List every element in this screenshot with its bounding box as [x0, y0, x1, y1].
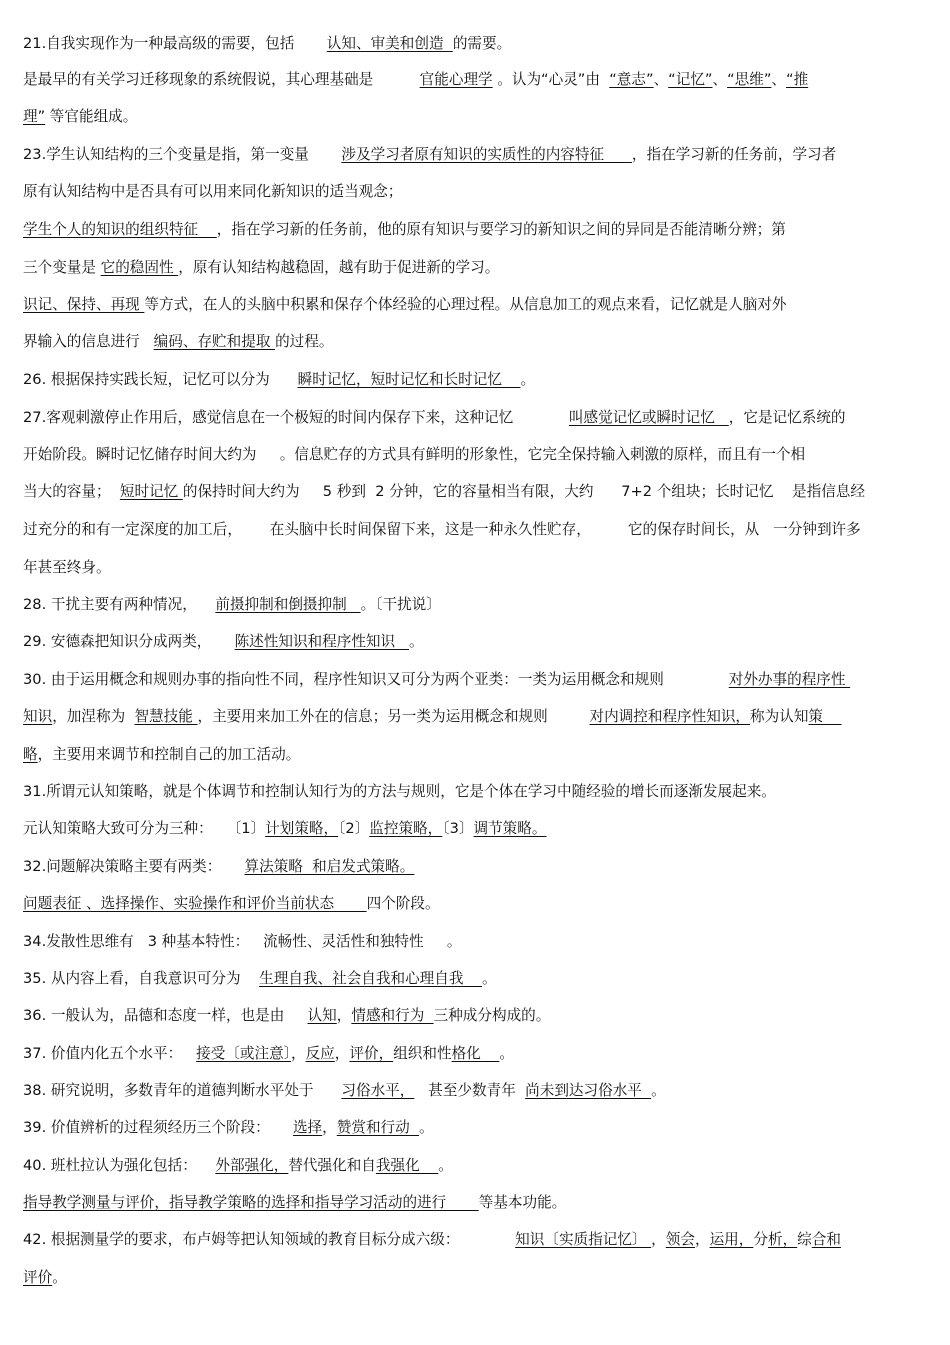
text-segment: 35. 从内容上看，自我意识可分为	[23, 970, 260, 987]
text-segment: 的需要。	[452, 35, 512, 52]
answer-blank: 赞赏和行动	[336, 1119, 420, 1136]
text-line	[23, 182, 402, 202]
answer-blank: 习俗水平，	[341, 1082, 415, 1099]
answer-blank: 它的稳固性	[100, 259, 179, 276]
text-line	[23, 258, 499, 278]
text-segment: ，指在学习新的任务前，他的原有知识与要学习的新知识之间的异同是否能清晰分辨；第	[216, 221, 786, 238]
text-segment: 综	[797, 1231, 812, 1248]
answer-blank: 短时记忆	[119, 483, 183, 500]
text-segment: 。	[409, 633, 424, 650]
answer-blank: 前摄抑制和倒摄抑制	[215, 596, 361, 613]
text-segment: 分	[753, 1231, 768, 1248]
text-segment: 28. 干扰主要有两种情况，	[23, 596, 216, 613]
text-line	[23, 632, 424, 652]
text-segment: 开始阶段。瞬时记忆储存时间大约为 。信息贮存的方式具有鲜明的形象性，它完全保持输入刺激的原样，而且有一个相	[23, 446, 806, 463]
answer-blank: 略	[23, 746, 38, 763]
text-line	[23, 370, 535, 390]
answer-blank: 对外办事的程序性	[728, 671, 851, 688]
answer-blank: 评价	[23, 1269, 53, 1286]
text-segment: 36. 一般认为，品德和态度一样，也是由	[23, 1007, 308, 1024]
answer-blank: 瞬时记忆，短时记忆和长时记忆	[297, 371, 521, 388]
text-line	[23, 332, 333, 352]
text-line	[23, 819, 546, 839]
text-line	[23, 482, 865, 502]
text-segment: ，	[322, 1119, 337, 1136]
answer-blank: 学生个人的知识的组织特征	[23, 221, 217, 238]
text-line	[23, 445, 805, 465]
answer-blank: 策	[808, 708, 842, 725]
text-segment: 40. 班杜拉认为强化包括：	[23, 1157, 216, 1174]
text-segment: 替代强化和自	[288, 1157, 376, 1174]
text-segment: 31.所谓元认知策略，就是个体调节和控制认知行为的方法与规则，它是个体在学习中随经验的增长而逐渐发展起来。	[23, 783, 776, 800]
answer-blank: 叫感觉记忆或瞬时记忆	[568, 409, 729, 426]
text-segment: 、	[771, 71, 787, 88]
text-segment: 〔3〕	[442, 820, 474, 837]
text-line	[23, 1230, 841, 1250]
answer-blank: “记忆”	[668, 71, 713, 88]
text-segment: 组织和性	[393, 1045, 452, 1062]
text-line	[23, 558, 111, 578]
text-segment: 等官能组成。	[45, 108, 138, 125]
text-segment: 29. 安德森把知识分成两类，	[23, 633, 235, 650]
text-line	[23, 857, 414, 877]
text-line	[23, 1268, 67, 1288]
answer-blank: 运用，	[709, 1231, 754, 1248]
answer-blank: 尚未到达习俗水平	[525, 1082, 652, 1099]
text-line	[23, 1193, 566, 1213]
answer-blank: 官能心理学	[419, 71, 493, 88]
text-line	[23, 932, 461, 952]
answer-blank: 格化	[451, 1045, 500, 1062]
text-line	[23, 670, 850, 690]
answer-blank: 算法策略 和启发式策略。	[244, 858, 415, 875]
text-segment: 〔2〕	[338, 820, 370, 837]
text-segment: 的保持时间大约为 5 秒到 2 分钟，它的容量相当有限，大约 7+2 个组块；长时记忆 是指信息经	[182, 483, 865, 500]
text-segment: 年甚至终身。	[23, 559, 111, 576]
text-segment: 四个阶段。	[366, 895, 440, 912]
text-segment: 是最早的有关学习迁移现象的系统假说，其心理基础是	[23, 71, 420, 88]
text-segment: ，	[694, 1231, 710, 1248]
text-segment: 37. 价值内化五个水平：	[23, 1045, 197, 1062]
text-segment: 等方式，在人的头脑中积累和保存个体经验的心理过程。从信息加工的观点来看，记忆就是人脑对外	[144, 296, 787, 313]
text-segment: 界输入的信息进行	[23, 333, 154, 350]
text-segment: ，	[290, 1045, 306, 1062]
text-line	[23, 408, 846, 428]
answer-blank: 领会	[665, 1231, 695, 1248]
answer-blank: 知识〔实质指记忆〕	[515, 1231, 652, 1248]
text-segment: 。	[52, 1269, 67, 1286]
text-segment: 42. 根据测量学的要求，布卢姆等把认知领域的教育目标分成六级：	[23, 1231, 516, 1248]
answer-blank: 析，	[767, 1231, 798, 1248]
answer-blank: 我强化	[375, 1157, 439, 1174]
answer-blank: 认知	[307, 1007, 337, 1024]
text-segment: 23.学生认知结构的三个变量是指，第一变量	[23, 146, 342, 163]
text-segment: 32.问题解决策略主要有两类：	[23, 858, 245, 875]
text-segment: ，主要用来调节和控制自己的加工活动。	[37, 746, 301, 763]
answer-blank: 问题表征 、选择操作、实验操作和评价当前状态	[23, 895, 367, 912]
text-segment: 等基本功能。	[478, 1194, 567, 1211]
text-line	[23, 145, 836, 165]
answer-blank: 合和	[811, 1231, 841, 1248]
text-segment: ，	[336, 1007, 352, 1024]
text-segment: 的过程。	[275, 333, 334, 350]
text-line	[23, 707, 842, 727]
text-segment: 。	[499, 1045, 514, 1062]
text-segment: 甚至少数青年	[414, 1082, 526, 1099]
answer-blank: 评价，	[349, 1045, 394, 1062]
text-segment: 称为认知	[750, 708, 809, 725]
text-line	[23, 1081, 666, 1101]
answer-blank: 外部强化，	[215, 1157, 289, 1174]
answer-blank: “意志”	[609, 71, 654, 88]
text-segment: 30. 由于运用概念和规则办事的指向性不同，程序性知识又可分为两个亚类：一类为运用概念和规则	[23, 671, 729, 688]
text-line	[23, 595, 441, 615]
text-line	[23, 520, 861, 540]
answer-blank: 认知、审美和创造	[326, 35, 453, 52]
text-segment: ，	[334, 1045, 350, 1062]
text-line	[23, 782, 776, 802]
answer-blank: 监控策略，	[369, 820, 443, 837]
text-segment: ，加涅称为	[52, 708, 135, 725]
text-line	[23, 745, 300, 765]
answer-blank: 情感和行为	[351, 1007, 434, 1024]
answer-blank: 反应	[305, 1045, 335, 1062]
text-line	[23, 1044, 514, 1064]
answer-blank: 对内调控和程序性知识，	[589, 708, 751, 725]
text-segment: ，主要用来加工外在的信息；另一类为运用概念和规则	[197, 708, 590, 725]
answer-blank: 接受〔或注意〕	[196, 1045, 291, 1062]
text-line	[23, 295, 787, 315]
text-line	[23, 1118, 434, 1138]
text-segment: 、	[653, 71, 669, 88]
text-segment: 。认为“心灵”由	[492, 71, 610, 88]
answer-blank: 理”	[23, 108, 46, 125]
text-segment: 过充分的和有一定深度的加工后， 在头脑中长时间保留下来，这是一种永久性贮存， 它的保存时间长，从 一分钟到许多	[23, 521, 861, 538]
text-line	[23, 1156, 453, 1176]
text-segment: ，	[651, 1231, 666, 1248]
text-segment: ，它是记忆系统的	[728, 409, 846, 426]
text-line	[23, 70, 808, 90]
answer-blank: 陈述性知识和程序性知识	[234, 633, 410, 650]
text-segment: 三种成分构成的。	[433, 1007, 551, 1024]
text-segment: ，原有认知结构越稳固，越有助于促进新的学习。	[178, 259, 500, 276]
answer-blank: “推	[786, 71, 809, 88]
text-segment: 。	[438, 1157, 453, 1174]
answer-blank: 计划策略，	[265, 820, 339, 837]
answer-blank: 识记、保持、再现	[23, 296, 145, 313]
text-line	[23, 969, 497, 989]
text-segment: 。	[651, 1082, 666, 1099]
text-line	[23, 894, 440, 914]
text-segment: 元认知策略大致可分为三种： 〔1〕	[23, 820, 266, 837]
answer-blank: “思维”	[727, 71, 772, 88]
answer-blank: 指导教学测量与评价，指导教学策略的选择和指导学习活动的进行	[23, 1194, 479, 1211]
text-segment: 原有认知结构中是否具有可以用来同化新知识的适当观念；	[23, 183, 403, 200]
text-line	[23, 34, 511, 54]
text-segment: 26. 根据保持实践长短，记忆可以分为	[23, 371, 298, 388]
text-segment: 21.自我实现作为一种最高级的需要，包括	[23, 35, 327, 52]
text-segment: 。	[419, 1119, 434, 1136]
text-segment: 。	[520, 371, 536, 388]
text-line	[23, 1006, 550, 1026]
text-segment: 38. 研究说明，多数青年的道德判断水平处于	[23, 1082, 342, 1099]
answer-blank: 涉及学习者原有知识的实质性的内容特征	[341, 146, 632, 163]
text-segment: 、	[712, 71, 728, 88]
text-segment: 27.客观刺激停止作用后，感觉信息在一个极短的时间内保存下来，这种记忆	[23, 409, 569, 426]
answer-blank: 选择	[292, 1119, 323, 1136]
text-segment: 。〔干扰说〕	[360, 596, 441, 613]
answer-blank: 调节策略。	[473, 820, 547, 837]
text-segment: 。	[482, 970, 497, 987]
text-line	[23, 107, 137, 127]
text-segment: 当大的容量；	[23, 483, 120, 500]
answer-blank: 编码、存贮和提取	[153, 333, 276, 350]
answer-blank: 知识	[23, 708, 53, 725]
text-segment: 三个变量是	[23, 259, 101, 276]
text-segment: 34.发散性思维有 3 种基本特性： 流畅性、灵活性和独特性 。	[23, 933, 462, 950]
text-segment: 39. 价值辨析的过程须经历三个阶段：	[23, 1119, 293, 1136]
answer-blank: 智慧技能	[134, 708, 198, 725]
answer-blank: 生理自我、社会自我和心理自我	[259, 970, 482, 987]
text-line	[23, 220, 786, 240]
text-segment: ，指在学习新的任务前，学习者	[631, 146, 837, 163]
